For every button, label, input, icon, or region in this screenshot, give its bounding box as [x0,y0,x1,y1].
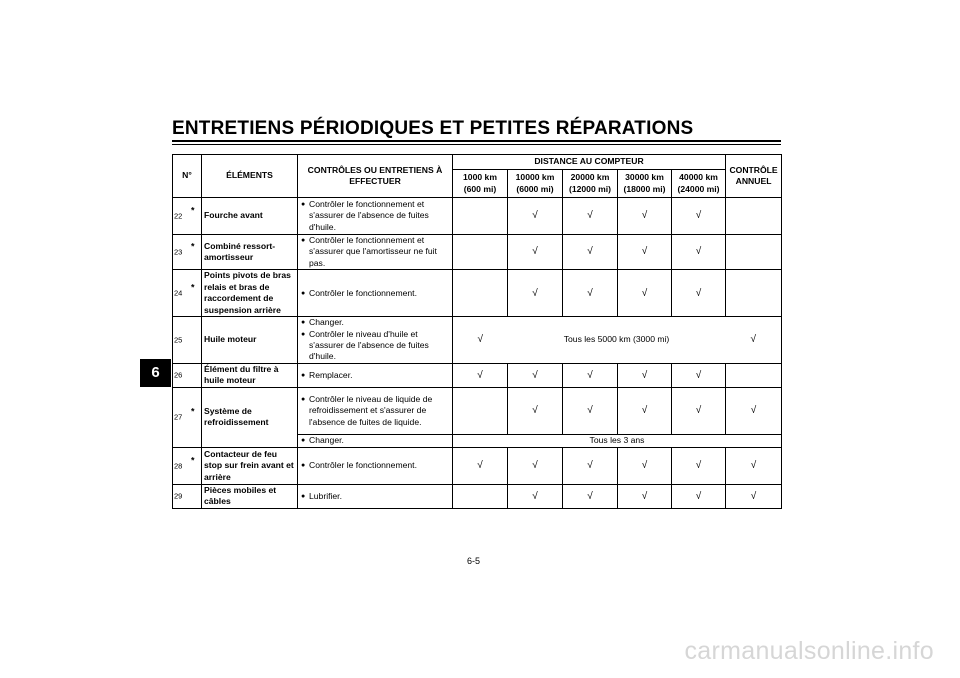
row-element: Élément du filtre à huile moteur [202,363,298,387]
table-row [173,484,782,508]
action-text: Contrôler le niveau de liquide de refroidissement et s'assurer de l'absence de fuites de liquide. [309,393,433,427]
check-mark: √ [618,363,672,387]
row-number: 25 [174,335,183,345]
check-mark: √ [726,317,782,364]
header-km-10000: 10000 km (6000 mi) [508,170,563,198]
action-text: Changer. [309,435,344,446]
dealer-star: * [191,282,195,293]
action-text: Lubrifier. [309,490,342,501]
check-mark: √ [672,235,726,270]
check-mark: √ [672,447,726,484]
title-rule-thick [172,140,781,142]
check-mark: √ [508,198,563,235]
watermark: carmanualsonline.info [684,637,934,665]
table-row [173,198,782,235]
check-mark: √ [508,484,563,508]
check-mark: √ [618,447,672,484]
table-row [173,387,782,434]
title-rule-thin [172,144,781,145]
page-title: ENTRETIENS PÉRIODIQUES ET PETITES RÉPARATIONS [172,118,694,139]
check-mark: √ [508,447,563,484]
action-text: Contrôler le fonctionnement et s'assurer que l'amortisseur ne fuit pas. [309,235,437,268]
check-mark: √ [563,270,618,317]
bullet-icon: ● [301,330,306,338]
row-element: Huile moteur [202,317,298,364]
check-mark: √ [508,270,563,317]
check-mark: √ [618,235,672,270]
check-mark: √ [563,363,618,387]
action-text: Contrôler le niveau d'huile et s'assurer de l'absence de fuites d'huile. [309,328,429,362]
interval-text: Tous les 5000 km (3000 mi) [508,317,726,364]
row-number: 24 [174,288,183,298]
action-text: Contrôler le fonctionnement. [309,460,417,471]
check-mark: √ [672,270,726,317]
table-row [173,447,782,484]
header-no: N° [173,155,202,198]
header-elements: ÉLÉMENTS [202,155,298,198]
chapter-tab: 6 [140,359,171,387]
bullet-icon: ● [301,289,306,297]
row-number: 23 [174,247,183,257]
row-actions [298,235,453,270]
action-text: Contrôler le fonctionnement et s'assurer de l'absence de fuites d'huile. [309,198,429,232]
header-km-40000: 40000 km (24000 mi) [672,170,726,198]
header-km-30000: 30000 km (18000 mi) [618,170,672,198]
row-actions [298,363,453,387]
dealer-star: * [191,407,195,418]
row-actions [298,270,453,317]
row-element: Points pivots de bras relais et bras de raccordement de suspension arrière [202,270,298,317]
table-row [173,363,782,387]
row-element: Système de refroidissement [202,387,298,447]
table-row [173,317,782,364]
header-km-20000: 20000 km (12000 mi) [563,170,618,198]
dealer-star: * [191,455,195,466]
check-mark: √ [672,198,726,235]
check-mark: √ [563,235,618,270]
row-number: 29 [174,491,183,501]
row-element: Fourche avant [202,198,298,235]
check-mark: √ [726,387,782,434]
header-distance: DISTANCE AU COMPTEUR [453,155,726,170]
header-annual: CONTRÔLE ANNUEL [726,155,782,198]
action-text: Changer. [309,317,344,328]
check-mark: √ [563,198,618,235]
bullet-icon: ● [301,492,306,500]
check-mark: √ [453,317,508,364]
row-number: 28 [174,461,183,471]
header-km-1000: 1000 km (600 mi) [453,170,508,198]
check-mark: √ [563,447,618,484]
bullet-icon: ● [301,319,306,327]
table-row [173,270,782,317]
maintenance-table [172,154,782,509]
row-actions [298,198,453,235]
check-mark: √ [726,484,782,508]
bullet-icon: ● [301,200,306,208]
action-text: Contrôler le fonctionnement. [309,287,417,298]
dealer-star: * [191,241,195,252]
check-mark: √ [618,484,672,508]
bullet-icon: ● [301,437,306,445]
check-mark: √ [453,363,508,387]
check-mark: √ [508,363,563,387]
row-element: Contacteur de feu stop sur frein avant et arrière [202,447,298,484]
check-mark: √ [618,270,672,317]
row-element: Pièces mobiles et câbles [202,484,298,508]
row-number: 27 [174,412,183,422]
check-mark: √ [453,447,508,484]
check-mark: √ [618,198,672,235]
row-number: 26 [174,370,183,380]
check-mark: √ [618,387,672,434]
check-mark: √ [672,484,726,508]
dealer-star: * [191,205,195,216]
action-text: Remplacer. [309,369,353,380]
interval-text: Tous les 3 ans [453,434,782,447]
check-mark: √ [672,387,726,434]
check-mark: √ [508,387,563,434]
bullet-icon: ● [301,462,306,470]
check-mark: √ [508,235,563,270]
page-number: 6-5 [467,556,481,566]
bullet-icon: ● [301,237,306,244]
row-actions [298,484,453,508]
row-number: 22 [174,211,183,221]
row-actions [298,434,453,447]
header-checks: CONTRÔLES OU ENTRETIENS À EFFECTUER [298,155,453,198]
row-element: Combiné ressort-amortisseur [202,235,298,270]
row-actions [298,447,453,484]
table-row [173,235,782,270]
check-mark: √ [726,447,782,484]
check-mark: √ [563,484,618,508]
bullet-icon: ● [301,395,306,403]
bullet-icon: ● [301,371,306,379]
row-actions [298,317,453,364]
row-actions [298,387,453,434]
check-mark: √ [563,387,618,434]
check-mark: √ [672,363,726,387]
